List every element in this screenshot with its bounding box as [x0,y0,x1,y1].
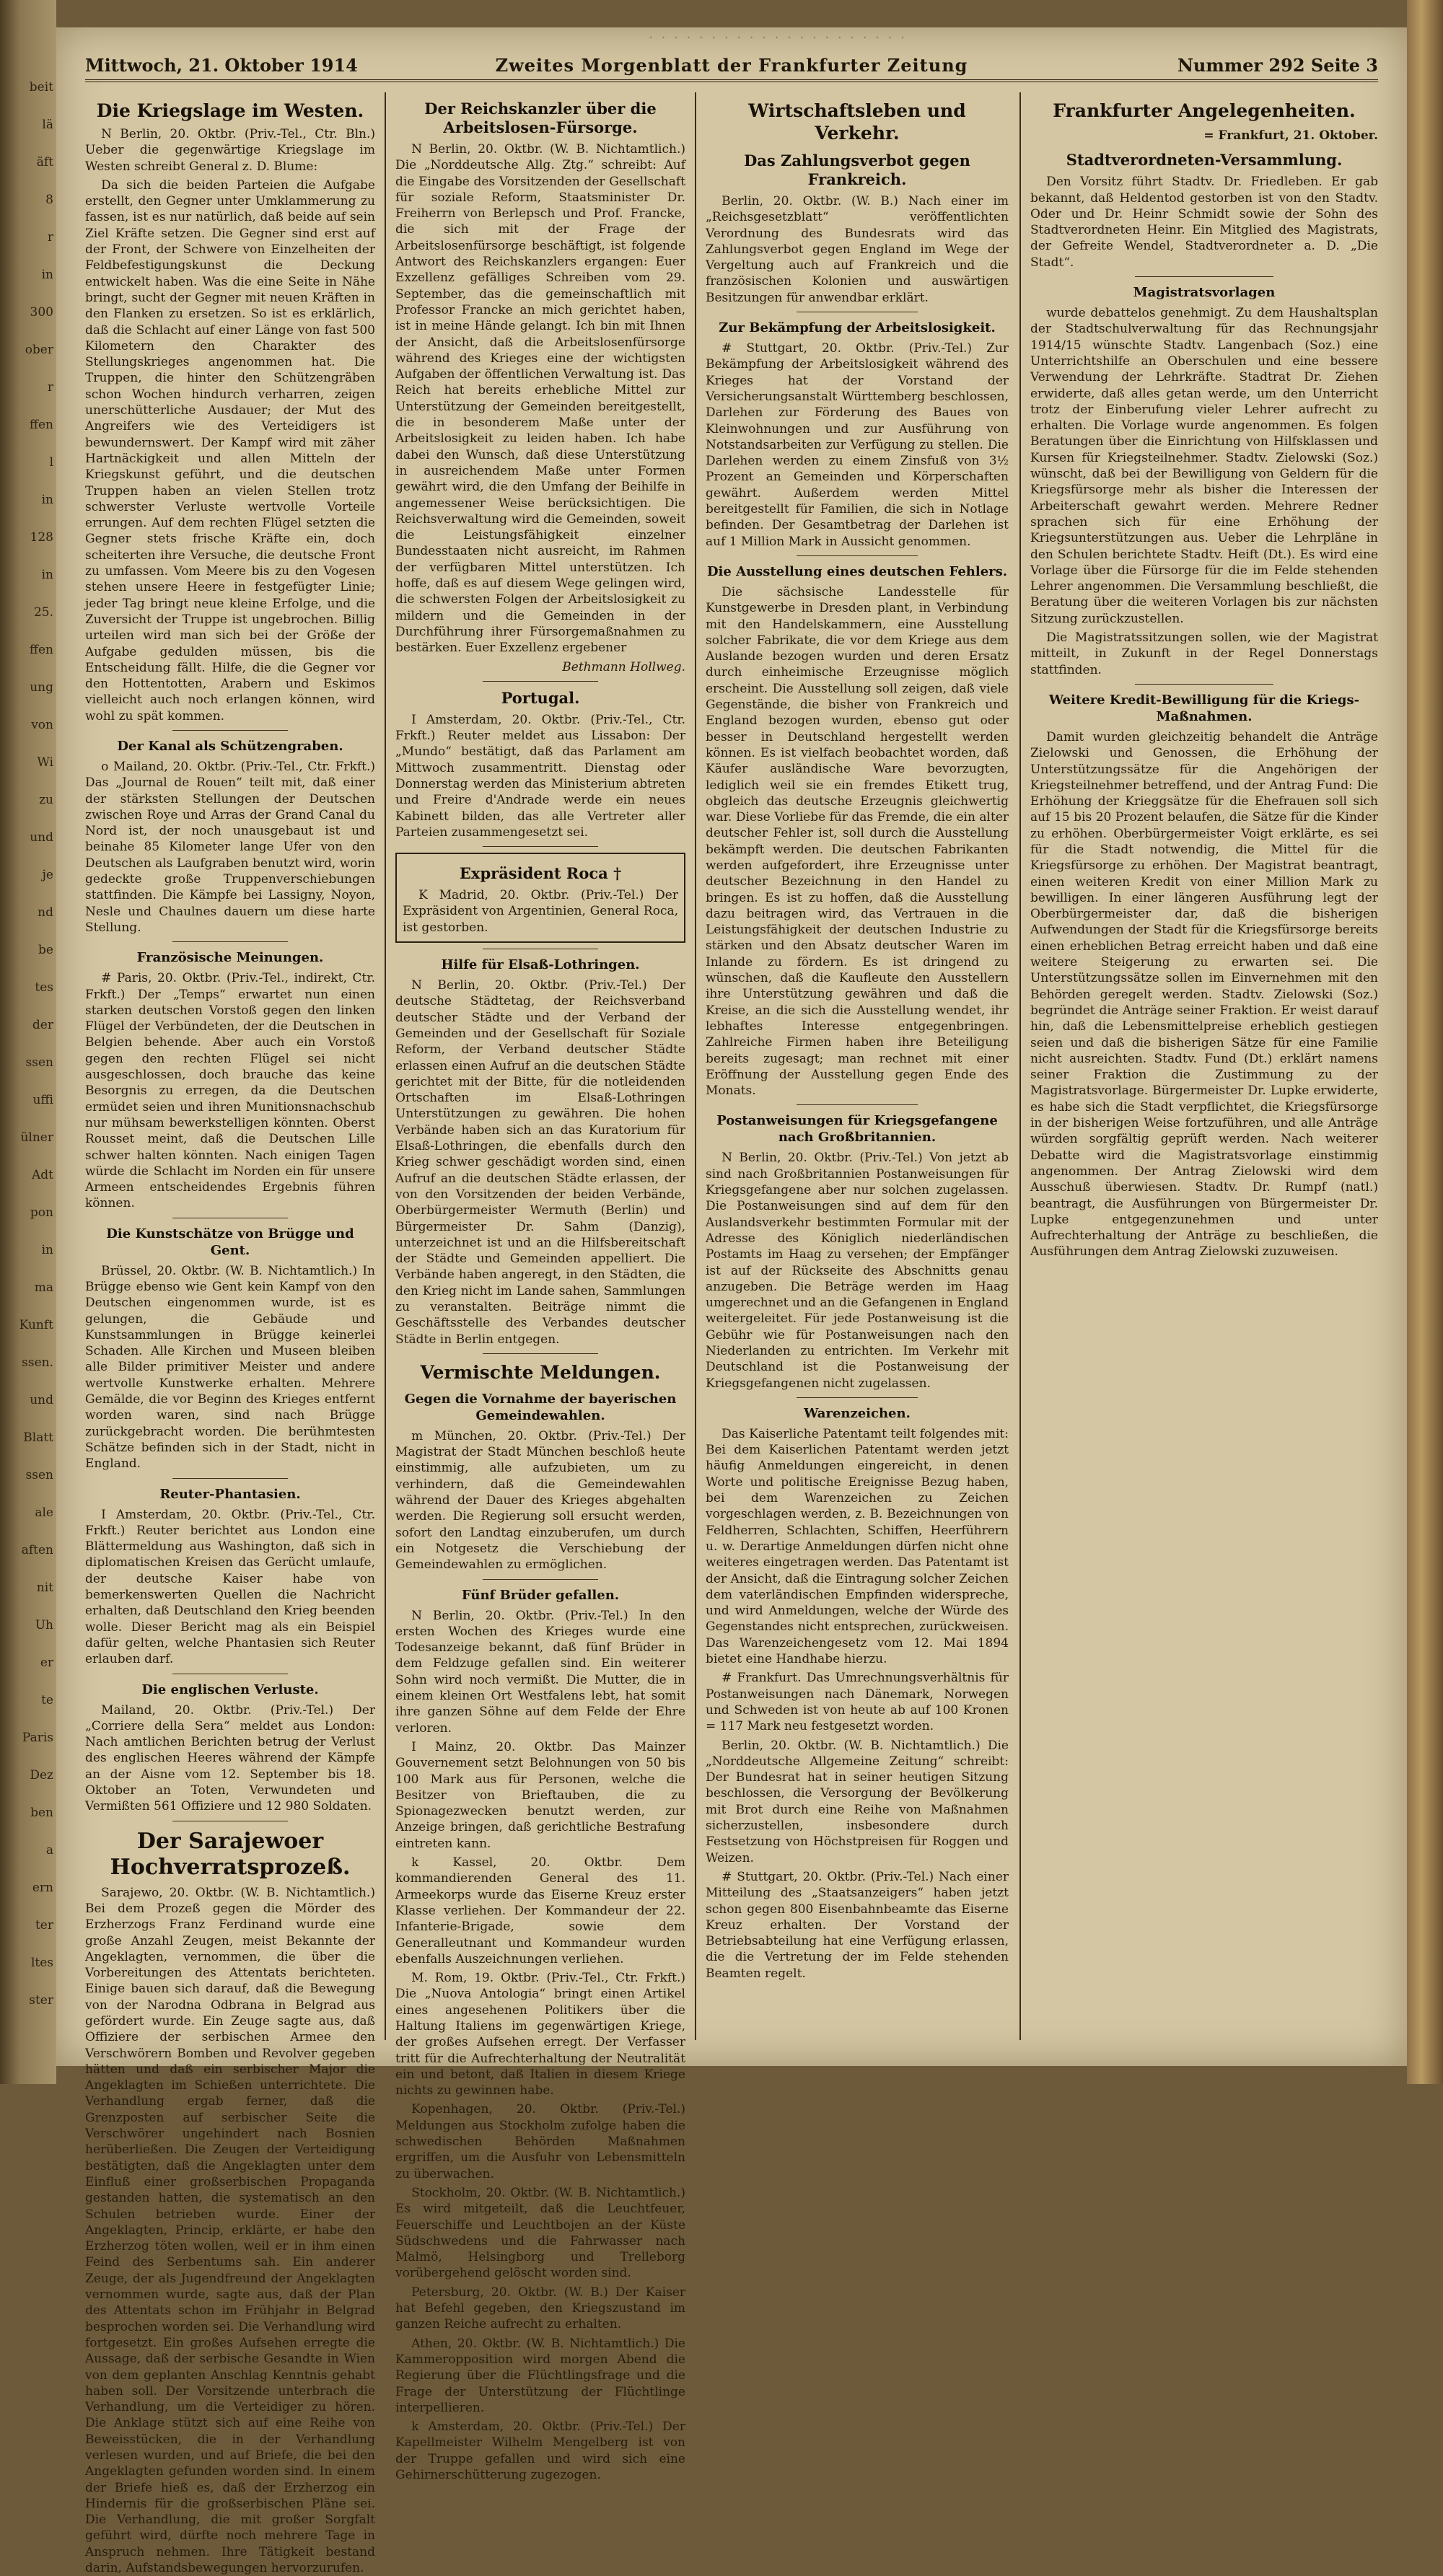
article-paragraph: Die sächsische Landesstelle für Kunstgewerbe in Dresden plant, in Verbindung mit den Handelskammern, eine Ausstellung solcher Fabrikate, die vor dem Kriege aus dem Auslande bezogen wurden und deren Ersatz durch einheimische Erzeugnisse möglich erscheint. Die Ausstellung soll zeigen, daß viele Gegenstände, die bisher von Frankreich und England bezogen wurden, ebenso gut oder besser in Deutschland hergestellt werden können. Es ist vielfach beobachtet worden, daß Käufer ausländische Ware bevorzugten, lediglich weil sie ein fremdes Etikett trug, obgleich das deutsche Erzeugnis gleichwertig war. Diese Vorliebe für das Fremde, die ein alter deutscher Fehler ist, soll durch die Ausstellung bekämpft werden. Die deutschen Fabrikanten werden aufgefordert, ihre Erzeugnisse unter deutscher Bezeichnung in den Handel zu bringen. Es ist zu hoffen, daß die Ausstellung dazu beitragen wird, das Vertrauen in die Leistungsfähigkeit der deutschen Industrie zu stärken und den Absatz deutscher Waren im Inlande zu fördern. Es ist dringend zu wünschen, daß die Kaufleute den Ausstellern ihre Unterstützung gewähren und daß die Kreise, an die sich die Ausstellung wendet, ihr lebhaftes Interesse entgegenbringen. Zahlreiche Firmen haben ihre Beteiligung bereits zugesagt; man rechnet mit einer Eröffnung der Ausstellung gegen Ende des Monats. [706,584,1009,1099]
article [706,320,1009,550]
article-headline: Postanweisungen für Kriegsgefangene nach Großbritannien. [716,1113,998,1146]
article-separator [483,846,599,847]
article-headline: Warenzeichen. [804,1405,911,1421]
article-paragraph: Sarajewo, 20. Oktbr. (W. B. Nichtamtlich.) Bei dem Prozeß gegen die Mörder des Erzherzogs Franz Ferdinand wurde eine große Anzahl Zeugen, meist Bekannte der Angeklagten, vernommen, die über die Vorbereitungen des Attentats berichteten. Einige bauen sich darauf, daß die Bewegung von der Narodna Odbrana in Belgrad aus gefördert wurde. Ein Zeuge sagte aus, daß Offiziere der serbischen Armee den Verschwörern Bomben und Revolver gegeben hätten und daß ein serbischer Major die Angeklagten im Schießen unterrichtete. Die Verhandlung ergab ferner, daß die Grenzposten auf serbischer Seite die Verschwörer ungehindert nach Bosnien herüberließen. Die Zeugen der Verteidigung bestätigten, daß die Angeklagten unter dem Einfluß einer großserbischen Propaganda gestanden hatten, die systematisch an den Schulen betrieben wurde. Einer der Angeklagten, Princip, erklärte, er habe den Erzherzog töten wollen, weil er in ihm einen Feind des Serbentums sah. Ein anderer Zeuge, der als Jugendfreund der Angeklagten vernommen wurde, sagte aus, daß der Plan des Attentats schon im Frühjahr in Belgrad besprochen worden sei. Die Verhandlung wird fortgesetzt. Ein großes Aufsehen erregte die Aussage, daß der serbische Gesandte in Wien von dem geplanten Anschlag Kenntnis gehabt haben soll. Der Vorsitzende unterbrach die Verhandlung, um die Verteidiger zu hören. Die Anklage stützt sich auf eine Reihe von Beweisstücken, die in der Verhandlung verlesen wurden, und auf Briefe, die bei den Angeklagten gefunden worden sind. In einem der Briefe hieß es, daß der Erzherzog ein Hindernis für die großserbischen Pläne sei. Die Verhandlung, die mit großer Sorgfalt geführt wird, dürfte noch mehrere Tage in Anspruch nehmen. Ihre Tätigkeit bestand darin, Aufstandsbewegungen hervorzurufen. [85,1885,375,2576]
article-paragraph: I Amsterdam, 20. Oktbr. (Priv.-Tel., Ctr. Frkft.) Reuter berichtet aus London eine Blättermeldung aus Washington, daß sich in diplomatischen Kreisen das Gerücht umlaufe, der deutsche Kaiser habe von bemerkenswerten Quellen die Nachricht erhalten, daß Deutschland den Krieg beenden wolle. Dieser Bericht mag als ein Beispiel dafür gelten, welche Phantasien sich Reuter erlauben darf. [85,1507,375,1667]
adjacent-page-fragment: 300 [30,305,53,320]
adjacent-page-fragment: aften [21,1543,53,1557]
article-separator [797,1397,918,1398]
article [706,1405,1009,1982]
adjacent-page-fragment: r [47,380,53,395]
article-paragraph: Petersburg, 20. Oktbr. (W. B.) Der Kaiser hat Befehl gegeben, den Kriegszustand im ganzen Reiche aufrecht zu erhalten. [395,2285,685,2332]
adjacent-page-fragment: ter [35,1918,53,1933]
adjacent-page-fragment: ltes [30,1956,53,1970]
adjacent-page-fragment: nd [38,905,53,920]
adjacent-page-fragment: tes [35,980,53,995]
article-paragraph: Berlin, 20. Oktbr. (W. B. Nichtamtlich.) Die „Norddeutsche Allgemeine Zeitung“ schreibt: Der Bundesrat hat in seiner heutigen Sitzung beschlossen, die Versorgung der Bevölkerung mit Brot durch eine Reihe von Maßnahmen sicherzustellen, insbesondere durch Festsetzung von Höchstpreisen für Roggen und Weizen. [706,1738,1009,1865]
adjacent-page-fragment: 25. [33,605,53,620]
article-headline: Der Reichskanzler über die Arbeitslosen-Fürsorge. [424,100,657,136]
adjacent-page-fragment: Blatt [23,1430,53,1445]
adjacent-page-fragment: Dez [30,1768,53,1782]
article [85,100,375,724]
masthead-title: Zweites Morgenblatt der Frankfurter Zeitung [495,55,968,76]
article-paragraph: Mailand, 20. Oktbr. (Priv.-Tel.) Der „Corriere della Sera“ meldet aus London: Nach amtlichen Berichten betrug der Verlust des englischen Heeres während der Kämpfe an der Aisne vom 12. September bis 18. Oktober an Toten, Verwundeten und Vermißten 561 Offiziere und 12 980 Soldaten. [85,1702,375,1814]
masthead [85,50,1378,82]
article-separator [797,555,918,556]
adjacent-page-fragment: ster [29,1993,53,2008]
article-paragraph: N Berlin, 20. Oktbr. (Priv.-Tel.) Von jetzt ab sind nach Großbritannien Postanweisungen für Kriegsgefangene aber nur solchen zugelassen. Die Postanweisungen sind auf dem für den Auslandsverkehr bestimmten Formular mit der Adresse des Königlich niederländischen Postamts im Haag zu versehen; der Empfänger ist auf der Rückseite des Abschnitts genau anzugeben. Die Beträge werden im Haag umgerechnet und an die Gefangenen in England weitergeleitet. Für jede Postanweisung ist die Gebühr wie für Postanweisungen nach den Niederlanden zu entrichten. Im Verkehr mit Deutschland ist die Postanweisung der Kriegsgefangenen nicht zugelassen. [706,1151,1009,1391]
adjacent-page-fragment: te [41,1693,53,1707]
article-headline: Portugal. [501,688,580,707]
adjacent-page-fragment: in [41,268,53,282]
faded-stamp: · · · · · · · · · · · · · · · · · · · · · [649,30,907,45]
article-headline: Die Kunstschätze von Brügge und Gent. [106,1226,354,1258]
article [395,1361,685,1384]
adjacent-page-fragment: Adt [32,1168,53,1182]
article-headline: Wirtschaftsleben und Verkehr. [748,100,966,144]
column-rule [385,92,386,2040]
adjacent-page-fragment: a [45,1843,53,1858]
article [85,1829,375,2576]
article-separator [172,941,289,942]
article-separator [483,681,599,682]
article-paragraph: wurde debattelos genehmigt. Zu dem Haushaltsplan der Stadtschulverwaltung für das Rechnungsjahr 1914/15 wünschte Stadtv. Langenbach (Soz.) eine Unterrichtshilfe an Oberschulen und eine bessere Verwendung der Lehrkräfte. Stadtrat Dr. Ziehen erwiderte, daß alles getan werde, um den Unterricht trotz der Einberufung vieler Lehrer aufrecht zu erhalten. Die Vorlage wurde angenommen. Es folgen Beratungen über die Einrichtung von Hilfsklassen und Kursen für Kriegsteilnehmer. Stadtv. Zielowski (Soz.) wünscht, daß bei der Bewilligung von Geldern für die Kriegsfürsorge mehr als bisher die Interessen der Arbeiterschaft gewahrt werden. Mehrere Redner sprachen sich für eine Erhöhung der Kriegsunterstützungen aus. Ueber die Lehrpläne in den Schulen berichtete Stadtv. Heift (Dt.). Es wird eine Vorlage über die Fürsorge für die im Felde stehenden Lehrer angenommen. Die Versammlung beschließt, die Beratung über die weiteren Vorlagen bis zur nächsten Sitzung zurückzustellen. [1030,306,1378,626]
adjacent-page-fragment: lä [42,118,53,132]
article [85,738,375,936]
article-paragraph: I Mainz, 20. Oktbr. Das Mainzer Gouvernement setzt Belohnungen von 50 bis 100 Mark aus für Personen, welche die Besitzer von Brieftauben, die zu Spionagezwecken benutzt werden, zur Anzeige bringen, daß gerichtliche Bestrafung eintreten kann. [395,1739,685,1851]
article-paragraph: m München, 20. Oktbr. (Priv.-Tel.) Der Magistrat der Stadt München beschloß heute einstimmig, alle aufzubieten, um zu verhindern, daß die Gemeindewahlen während der Dauer des Krieges abgehalten werden. Die Regierung soll ersucht werden, sofort den Landtag einzuberufen, um durch ein Notgesetz die Verschiebung der Gemeindewahlen zu ermöglichen. [395,1428,685,1573]
adjacent-page-fragment: r [47,230,53,245]
article-separator [483,1353,599,1354]
masthead-page-number: Nummer 292 Seite 3 [1177,55,1378,76]
article-headline: Expräsident Roca † [459,864,622,883]
article-paragraph: # Stuttgart, 20. Oktbr. (Priv.-Tel.) Zur Bekämpfung der Arbeitslosigkeit während des Krieges hat der Vorstand der Versicherungsanstalt Württemberg beschlossen, Darlehen zur Förderung des Baues von Kleinwohnungen und zur Ausführung von Notstandsarbeiten zur Verfügung zu stellen. Die Darlehen werden zu einem Zinsfuß von 3½ Prozent an Gemeinden und Körperschaften gewährt. Außerdem werden Mittel bereitgestellt für Familien, die sich in Notlage befinden. Der Gesamtbetrag der Darlehen ist auf 1 Million Mark in Aussicht genommen. [706,341,1009,549]
adjacent-page-fragment: in [41,568,53,582]
article [1030,151,1378,271]
article-paragraph: # Frankfurt. Das Umrechnungsverhältnis für Postanweisungen nach Dänemark, Norwegen und Schweden ist von heute ab auf 100 Kronen = 117 Mark neu festgesetzt worden. [706,1671,1009,1734]
article-paragraph: Das Kaiserliche Patentamt teilt folgendes mit: Bei dem Kaiserlichen Patentamt werden jetzt häufig Anmeldungen eingereicht, in denen Worte und politische Ereignisse Bezug haben, bei dem Warenzeichen zu Zeichen vorgeschlagen werden, z. B. Bezeichnungen von Feldherren, Schlachten, Schiffen, Heerführern u. w. Derartige Anmeldungen dürfen nicht ohne weiteres eingetragen werden. Das Patentamt ist der Ansicht, daß die Eintragung solcher Zeichen dem vaterländischen Empfinden widerspreche, und wird Anmeldungen, welche der Würde des Gegenstandes nicht entsprechen, zurückweisen. Das Warenzeichengesetz vom 12. Mai 1894 bietet eine Handhabe hierzu. [706,1426,1009,1667]
adjacent-page-fragment: Uh [35,1618,53,1632]
adjacent-page-fragment: ale [35,1505,53,1520]
adjacent-page-fragment: ffen [29,418,53,432]
article-headline: Die Kriegslage im Westen. [96,100,364,121]
adjacent-page-fragment: in [41,1243,53,1257]
article-headline: Magistratsvorlagen [1133,285,1276,301]
adjacent-page-fragment: ung [30,680,53,695]
adjacent-page-fragment: 128 [30,530,53,545]
adjacent-page-fragment: be [38,943,53,957]
article-paragraph: Berlin, 20. Oktbr. (W. B.) Nach einer im „Reichsgesetzblatt“ veröffentlichten Verordnung des Bundesrats wird das Zahlungsverbot gegen England im Wege der Vergeltung auch auf Frankreich und die französischen Kolonien und auswärtigen Besitzungen für anwendbar erklärt. [706,194,1009,305]
adjacent-page-fragment: ma [34,1280,53,1295]
article-paragraph: I Amsterdam, 20. Oktbr. (Priv.-Tel., Ctr. Frkft.) Reuter meldet aus Lissabon: Der „Mundo“ bestätigt, daß das Parlament am Mittwoch zusammentritt. Dienstag oder Donnerstag werden das Ministerium abtreten und Freire d'Andrade werde ein neues Kabinett bilden, das alle Vertreter aller Parteien zusammengesetzt sei. [395,712,685,840]
article [395,1587,685,2484]
article [1030,128,1378,144]
article-paragraph: N Berlin, 20. Oktbr. (Priv.-Tel.) Der deutsche Städtetag, der Reichsverband deutscher Städte und der Verband der Gemeinden und der Gesellschaft für Soziale Reform, der Verband deutscher Städte erlassen einen Aufruf an die deutschen Städte gerichtet mit der Bitte, für die notleidenden Ortschaften im Elsaß-Lothringen Unterstützungen zu gewähren. Die hohen Verbände haben sich an das Kuratorium für Elsaß-Lothringen, die ebenfalls durch den Krieg schwer geschädigt worden sind, einen Aufruf an die deutschen Städte erlassen, der von den Vorsitzenden der beiden Verbände, Oberbürgermeister Wermuth (Berlin) und Bürgermeister Dr. Sahm (Danzig), unterzeichnet ist und an die Hilfsbereitschaft der Städte und Gemeinden appelliert. Die Verbände haben angeregt, in den Städten, die den Krieg nicht im Lande sahen, Sammlungen zu veranstalten. Beiträge nimmt die Geschäftsstelle des Verbandes deutscher Städte in Berlin entgegen. [395,978,685,1347]
article-headline: = Frankfurt, 21. Oktober. [1203,128,1378,143]
article-headline: Die Ausstellung eines deutschen Fehlers. [706,563,1008,579]
masthead-date: Mittwoch, 21. Oktober 1914 [85,55,358,76]
article-separator [1135,276,1274,277]
article-headline: Stadtverordneten-Versammlung. [1066,151,1343,170]
adjacent-page-fragment: uffi [32,1093,53,1107]
adjacent-page-fragment: der [32,1018,53,1032]
article-paragraph: Den Vorsitz führt Stadtv. Dr. Friedleben. Er gab bekannt, daß Heldentod gestorben ist von den Stadtv. Oder und Dr. Heinr Schmidt sowie der Sohn des Stadtverordneten Heinr. Ein Mitglied des Magistrats, der Gefreite Wendel, Stadtverordneter a. D. „Die Stadt“. [1030,175,1378,270]
article-paragraph: Stockholm, 20. Oktbr. (W. B. Nichtamtlich.) Es wird mitgeteilt, daß die Leuchtfeuer, Feuerschiffe und Leuchtbojen an der Küste Südschwedens und die Fahrwasser nach Malmö, Helsingborg und Trelleborg vorübergehend gelöscht worden sind. [395,2185,685,2281]
adjacent-page-fragment: äft [36,155,53,170]
article [1030,692,1378,1260]
article [85,1682,375,1815]
column-rule [695,92,696,2040]
column-2 [395,92,685,2482]
article-headline: Frankfurter Angelegenheiten. [1053,100,1356,121]
article-paragraph: # Stuttgart, 20. Oktbr. (Priv.-Tel.) Nach einer Mitteilung des „Staatsanzeigers“ haben jetzt schon gegen 800 Eisenbahnbeamte das Eiserne Kreuz erhalten. Der Vorstand der Betriebsabteilung hat eine Verfügung erlassen, die die Vertretung der im Felde stehenden Beamten regelt. [706,1869,1009,1981]
article [395,100,685,675]
article [395,853,685,943]
adjacent-page-fragment: in [41,493,53,507]
article [85,1486,375,1668]
article-paragraph: Athen, 20. Oktbr. (W. B. Nichtamtlich.) Die Kammeropposition wird morgen Abend die Regierung über die Flüchtlingsfrage und die Frage der Unterstützung der Flüchtlinge interpellieren. [395,2336,685,2415]
article-paragraph: M. Rom, 19. Oktbr. (Priv.-Tel., Ctr. Frkft.) Die „Nuova Antologia“ bringt einen Artikel eines angesehenen Politikers über die Haltung Italiens im gegenwärtigen Kriege, der großes Aufsehen erregt. Der Verfasser tritt für die Aufrechterhaltung der Neutralität ein und betont, daß Italien in diesem Kriege nichts zu gewinnen habe. [395,1971,685,2098]
article-headline: Gegen die Vornahme der bayerischen Gemeindewahlen. [404,1391,677,1423]
article-paragraph: N Berlin, 20. Oktbr. (W. B. Nichtamtlich.) Die „Norddeutsche Allg. Ztg.“ schreibt: Auf die Eingabe des Vorsitzenden der Gesellschaft für soziale Reform, Staatsminister Dr. Freiherrn von Berlepsch und Prof. Francke, die sich mit der Frage der Arbeitslosenfürsorge beschäftigt, ist folgende Antwort des Reichskanzlers ergangen: Euer Exzellenz gefälliges Schreiben vom 29. September, das die gemeinschaftlich mit Professor Francke an mich gerichtet haben, ist in meine Hände gelangt. Ich bin mit Ihnen der Ansicht, daß die Arbeitslosenfürsorge während des Krieges eine der wichtigsten Aufgaben der öffentlichen Verwaltung ist. Das Reich hat bereits erhebliche Mittel zur Unterstützung der Gemeinden bereitgestellt, die in besonderem Maße unter der Arbeitslosigkeit zu leiden haben. Ich habe dabei den Wunsch, daß diese Unterstützung in ausreichendem Maße unter Formen gewährt wird, die den Umfang der Beihilfe in angemessener Weise berücksichtigen. Die Reichsverwaltung wird die Gemeinden, soweit die Leistungsfähigkeit einzelner Bundesstaaten nicht ausreicht, im Rahmen der verfügbaren Mittel unterstützen. Ich hoffe, daß es auf diesem Wege gelingen wird, die schwersten Folgen der Arbeitslosigkeit zu mildern und die Gemeinden in der Durchführung ihrer Fürsorgemaßnahmen zu bestärken. Euer Exzellenz ergebener [395,142,685,656]
article-separator [483,1579,599,1580]
adjacent-page-fragment: ern [32,1881,53,1895]
adjacent-page-fragment: Kunft [19,1318,53,1332]
article [706,151,1009,306]
adjacent-page-fragment: Paris [22,1731,53,1745]
article [706,1112,1009,1391]
book-spine-edge [1407,0,1443,2084]
article [395,957,685,1348]
adjacent-page-edge [0,0,56,2084]
article-separator [172,730,289,731]
article-separator [797,1104,918,1105]
article-separator [172,1478,289,1479]
adjacent-page-fragment: von [31,718,53,732]
article-headline: Vermischte Meldungen. [420,1361,661,1383]
adjacent-page-fragment: er [40,1656,53,1670]
article-paragraph: Die Magistratssitzungen sollen, wie der Magistrat mitteilt, in Zukunft in der Regel Donnerstags stattfinden. [1030,630,1378,677]
column-3 [706,92,1009,2040]
article [706,100,1009,144]
article-paragraph: # Paris, 20. Oktbr. (Priv.-Tel., indirekt, Ctr. Frkft.) Der „Temps“ erwartet nun einen starken deutschen Vorstoß gegen den linken Flügel der Verbündeten, der die Deutschen in Belgien behende. Aber auch ein Vorstoß gegen den rechten Flügel sei nicht ausgeschlossen, doch brauche das keine Besorgnis zu erregen, da die Deutschen ermüdet seien und ihren Munitionsnachschub nur mühsam bewerkstelligen könnten. Oberst Rousset meint, daß die Deutschen Lille schwer halten könnten. Nach einigen Tagen würde die Schlacht im Norden ein für unsere Armeen entscheidendes Ergebnis führen können. [85,971,375,1211]
adjacent-page-fragment: zu [39,793,53,807]
article [395,1391,685,1573]
article [1030,284,1378,678]
article-signature: Bethmann Hollweg. [562,659,685,674]
article-paragraph: k Amsterdam, 20. Oktbr. (Priv.-Tel.) Der Kapellmeister Wilhelm Mengelberg ist von der Truppe gefallen und wird sich eine Gehirnerschütterung zugezogen. [395,2419,685,2482]
article [395,689,685,840]
adjacent-page-fragment: ssen [25,1468,53,1482]
adjacent-page-fragment: ben [30,1806,53,1820]
adjacent-page-fragment: ssen. [22,1355,53,1370]
article-paragraph: o Mailand, 20. Oktbr. (Priv.-Tel., Ctr. Frkft.) Das „Journal de Rouen“ teilt mit, daß einer der stärksten Stellungen der Deutschen zwischen Roye und Arras der Grand Canal du Nord ist, der noch unausgebaut ist und beinahe 85 Kilometer lange Ufer von den Deutschen als Laufgraben benutzt wird, worin gedeckte große Truppenverschiebungen stattfinden. Die Kämpfe bei Lassigny, Noyon, Nesle und Chaulnes dauern um diese harte Stellung. [85,759,375,935]
adjacent-page-fragment: nit [36,1581,53,1595]
column-4 [1030,92,1378,2040]
article-headline: Die englischen Verluste. [141,1682,319,1697]
article-paragraph: K Madrid, 20. Oktbr. (Priv.-Tel.) Der Expräsident von Argentinien, General Roca, ist gestorben. [403,888,678,935]
adjacent-page-fragment: l [49,455,53,470]
article-paragraph: Damit wurden gleichzeitig behandelt die Anträge Zielowski und Genossen, die Erhöhung der Unterstützungssätze für die Angehörigen der Kriegsteilnehmer betreffend, und der Antrag Fund: Die Erhöhung der Krieggsätze für die Ehefrauen soll sich auf 15 bis 20 Prozent belaufen, die Sätze für die Kinder zu erhöhen. Oberbürgermeister Voigt erklärte, es sei für die Stadt notwendig, die Mittel für die Kriegsfürsorge zu erhöhen. Der Magistrat beantragt, einen weiteren Kredit von einer Million Mark zu bewilligen. In einer längeren Ausführung legt der Oberbürgermeister dar, daß die bisherigen Aufwendungen der Stadt für die Kriegsfürsorge bereits einen erheblichen Betrag erreicht haben und daß eine weitere Steigerung zu erwarten sei. Die Unterstützungssätze sollen im Einvernehmen mit den Behörden geregelt werden. Stadtv. Zielowski (Soz.) begründet die Anträge seiner Fraktion. Er weist darauf hin, daß die Lebensmittelpreise erheblich gestiegen seien und daß die bisherigen Sätze für eine Familie nicht ausreichten. Stadtv. Fund (Dt.) erklärt namens seiner Fraktion die Zustimmung zu der Magistratsvorlage. Bürgermeister Dr. Lupke erwiderte, es habe sich die Stadt verpflichtet, die Kriegsfürsorge in der bisherigen Weise fortzuführen, und alle Anträge würden sorgfältig geprüft werden. Nach weiterer Debatte wird die Magistratsvorlage einstimmig angenommen. Der Antrag Zielowski wird dem Ausschuß überwiesen. Stadtv. Dr. Rumpf (natl.) beantragt, die Ausführungen von Bürgermeister Dr. Lupke entgegenzunehmen und unter Aufrechterhaltung der Anträge zu beschließen, die Ausführungen dem Antrag Zielowski zuzuweisen. [1030,729,1378,1260]
article-headline: Fünf Brüder gefallen. [461,1587,620,1603]
adjacent-page-fragment: Wi [37,755,53,770]
article-headline: Hilfe für Elsaß-Lothringen. [441,957,640,973]
article-separator [1135,684,1274,685]
article-headline: Der Kanal als Schützengraben. [117,738,343,754]
adjacent-page-fragment: und [30,1393,53,1407]
article-paragraph: Kopenhagen, 20. Oktbr. (Priv.-Tel.) Meldungen aus Stockholm zufolge haben die schwedischen Behörden Maßnahmen ergriffen, um die Ausfuhr von Lebensmitteln zu überwachen. [395,2102,685,2181]
adjacent-page-fragment: 8 [45,193,53,207]
adjacent-page-fragment: pon [30,1205,53,1220]
article-headline: Zur Bekämpfung der Arbeitslosigkeit. [719,320,996,336]
adjacent-page-fragment: beit [29,80,53,94]
adjacent-page-fragment: ülner [20,1130,53,1145]
adjacent-page-fragment: je [42,868,53,882]
article-paragraph: N Berlin, 20. Oktbr. (Priv.-Tel.) In den ersten Wochen des Krieges wurde eine Todesanzeige bekannt, daß fünf Brüder in dem Feldzuge gefallen sind. Ein weiterer Sohn wird noch vermißt. Die Mutter, die in einem kleinen Ort Westfalens lebt, hat somit ihre ganzen Söhne auf dem Felde der Ehre verloren. [395,1608,685,1736]
article [85,1226,375,1472]
article-paragraph: k Kassel, 20. Oktbr. Dem kommandierenden General des 11. Armeekorps wurde das Eiserne Kreuz erster Klasse verliehen. Der Kommandeur der 22. Infanterie-Brigade, sowie dem Generalleutnant und Kommandeur wurden ebenfalls Auszeichnungen verliehen. [395,1855,685,1966]
article-headline: Weitere Kredit-Bewilligung für die Kriegs-Maßnahmen. [1048,692,1360,724]
article-headline: Das Zahlungsverbot gegen Frankreich. [744,151,970,188]
article-paragraph: Brüssel, 20. Oktbr. (W. B. Nichtamtlich.) In Brügge ebenso wie Gent kein Kampf von den Deutschen eingenommen wurde, ist es gelungen, die Gebäude und Kunstsammlungen in Brügge keinerlei Schaden. Alle Kirchen und Museen bleiben alle Bilder primitiver Meister und andere wertvolle Kunstwerke erhalten. Mehrere Gemälde, die vor Beginn des Krieges entfernt worden waren, sind nach Brügge zurückgebracht worden. Die berühmtesten Schätze befinden sich in der Stadt, nicht in England. [85,1263,375,1472]
article-paragraph: Da sich die beiden Parteien die Aufgabe erstellt, den Gegner unter Umklammerung zu fassen, ist es nur natürlich, daß beide auf sein Ziel Kräfte setzen. Die Gegner sind erst auf der Front, der Schwere von Einzelheiten der Feldbefestigungskunst die Deckung entwickelt haben. Was die eine Seite in Nähe bringt, sucht der Gegner mit neuen Kräften in den Flanken zu ersetzen. So ist es erklärlich, daß die Schlacht auf einer Länge von fast 500 Kilometern den Charakter des Stellungskrieges angenommen hat. Die Truppen, die hinter den Schützengräben schon Wochen hindurch verharren, zeigen unerschütterliche Ausdauer; der Mut des Angreifers wie des Verteidigers ist bewundernswert. Der Kampf wird mit zäher Hartnäckigkeit und allen Mitteln der Kriegskunst geführt, und die deutschen Truppen haben an vielen Stellen trotz schwerster Verluste wertvolle Vorteile errungen. Auf dem rechten Flügel setzten die Gegner stets frische Kräfte ein, doch scheiterten ihre Versuche, die deutsche Front zu umfassen. Vom Meere bis zu den Vogesen stehen unsere Heere in festgefügter Linie; jeder Tag bringt neue kleine Erfolge, und die Zuversicht der Truppe ist ungebrochen. Billig urteilen wird man sich bei der Größe der Aufgabe gedulden müssen, bis die Entscheidung fällt. Hilfe, die die Gegner vor den Hottentotten, Arabern und Eskimos vielleicht auch noch erlangen können, wird wohl zu spät kommen. [85,177,375,724]
adjacent-page-fragment: ssen [25,1055,53,1070]
adjacent-page-fragment: ober [25,343,53,357]
article [706,563,1009,1099]
column-1 [85,92,375,2576]
newspaper-page [56,27,1407,2576]
article-paragraph: N Berlin, 20. Oktbr. (Priv.-Tel., Ctr. Bln.) Ueber die gegenwärtige Kriegslage im Westen schreibt General z. D. Blume: [85,127,375,174]
article [1030,100,1378,122]
article-headline: Der Sarajewoer Hochverratsprozeß. [110,1828,351,1880]
adjacent-page-fragment: und [30,830,53,845]
article-headline: Französische Meinungen. [136,950,324,966]
article [85,949,375,1211]
column-rule [1019,92,1021,2040]
article-headline: Reuter-Phantasien. [159,1486,301,1502]
adjacent-page-fragment: ffen [29,643,53,657]
